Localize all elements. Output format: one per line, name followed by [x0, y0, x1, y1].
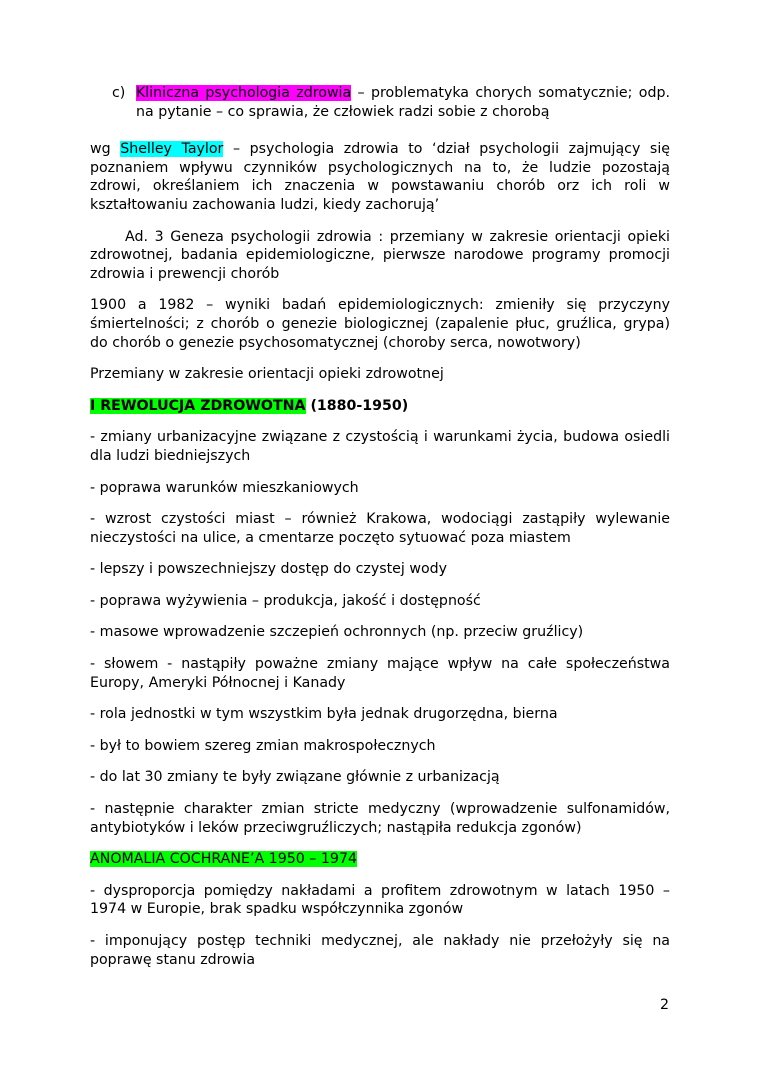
- bullet-point: - lepszy i powszechniejszy dostęp do czystej wody: [90, 561, 448, 578]
- list-item-c-text: – problematyka chorych somatycznie; odp. na pytanie – co sprawia, że człowiek radzi sobie z chorobą: [136, 85, 670, 120]
- taylor-definition-text: – psychologia zdrowia to ‘dział psychologii zajmujący się poznaniem wpływu czynników psychologicznych na to, że ludzie pozostają zdrowi, określaniem ich znaczenia w powstawaniu chorób orz ich roli w kształtowaniu zachowania ludzi, kiedy zachorują’: [90, 141, 670, 213]
- bullet-point: - słowem - nastąpiły poważne zmiany mające wpływ na całe społeczeństwa Europy, Ameryki Północnej i Kanady: [90, 656, 670, 691]
- bullet-point: - poprawa wyżywienia – produkcja, jakość i dostępność: [90, 592, 481, 609]
- highlight-shelley-taylor: Shelley Taylor: [120, 141, 224, 158]
- highlight-clinical-health-psychology: Kliniczna psychologia zdrowia: [136, 85, 352, 101]
- bullet-point: - do lat 30 zmiany te były związane głównie z urbanizacją: [90, 769, 500, 786]
- bullet-point: - imponujący postęp techniki medycznej, ale nakłady nie przełożyły się na poprawę stanu zdrowia: [90, 933, 670, 968]
- bullet-point: - rola jednostki w tym wszystkim była jednak drugorzędna, bierna: [90, 706, 558, 723]
- highlight-health-revolution: I REWOLUCJA ZDROWOTNA: [90, 397, 306, 414]
- bullet-point: - masowe wprowadzenie szczepień ochronnych (np. przeciw gruźlicy): [90, 624, 584, 641]
- bullet-point: - zmiany urbanizacyjne związane z czystością i warunkami życia, budowa osiedli dla ludzi biedniejszych: [90, 429, 670, 464]
- changes-paragraph: Przemiany w zakresie orientacji opieki zdrowotnej: [90, 366, 444, 383]
- taylor-prefix: wg: [90, 141, 121, 158]
- document-page: [90, 84, 670, 982]
- section-heading-anomaly: [90, 850, 670, 869]
- bullet-point: - dysproporcja pomiędzy nakładami a profitem zdrowotnym w latach 1950 – 1974 w Europie, brak spadku współczynnika zgonów: [90, 882, 670, 918]
- highlight-cochrane-anomaly: ANOMALIA COCHRANE’A 1950 – 1974: [90, 851, 357, 868]
- bullet-point: - poprawa warunków mieszkaniowych: [90, 479, 359, 496]
- epidemiology-paragraph: 1900 a 1982 – wyniki badań epidemiologicznych: zmieniły się przyczyny śmiertelności; z chorób o genezie biologicznej (zapalenie płuc, gruźlica, grypa) do chorób o genezie psychosomatycznej (choroby serca, nowotwory): [90, 297, 670, 351]
- section-heading-revolution: [90, 397, 670, 416]
- revolution-years: (1880-1950): [305, 397, 409, 414]
- bullet-point: - następnie charakter zmian stricte medyczny (wprowadzenie sulfonamidów, antybiotyków i leków przeciwgruźliczych; nastąpiła redukcja zgonów): [90, 801, 670, 836]
- bullet-point: - był to bowiem szereg zmian makrospołecznych: [90, 737, 436, 754]
- list-marker: c): [112, 85, 126, 101]
- ad3-paragraph: Ad. 3 Geneza psychologii zdrowia : przemiany w zakresie orientacji opieki zdrowotnej, badania epidemiologiczne, pierwsze narodowe programy promocji zdrowia i prewencji chorób: [90, 228, 670, 282]
- list-item-c: [90, 84, 670, 121]
- bullet-point: - wzrost czystości miast – również Krakowa, wodociągi zastąpiły wylewanie nieczystości na ulice, a cmentarze poczęto sytuować poza miastem: [90, 511, 670, 546]
- page-number: 2: [660, 997, 670, 1013]
- taylor-definition: [90, 140, 670, 214]
